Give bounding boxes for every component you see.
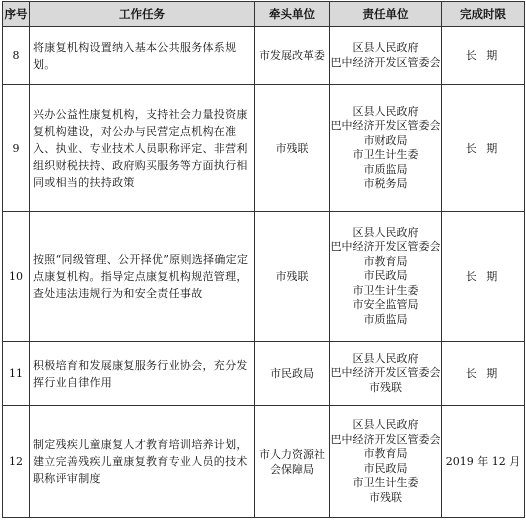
- row-task: 按照“同级管理、公开择优”原则选择确定定点康复机构。指导定点康复机构规范管理，查处违法违规行为和安全责任事故: [30, 212, 255, 342]
- resp-unit: 市教育局: [363, 254, 408, 268]
- resp-unit: 市税务局: [363, 177, 408, 190]
- table-row: [3, 212, 525, 342]
- row-lead: 市人力资源社会保障局: [255, 406, 330, 518]
- header-resp: 责任单位: [330, 2, 442, 27]
- header-row: [3, 2, 525, 27]
- row-task: 制定残疾儿童康复人才教育培训培养计划，建立完善残疾儿童康复教育专业人员的技术职称评审制度: [30, 406, 255, 518]
- resp-unit: 市安全监管局: [352, 298, 419, 312]
- row-lead: 市民政局: [255, 342, 330, 406]
- resp-unit: 区县人民政府: [352, 418, 419, 431]
- table-row: [3, 85, 525, 212]
- row-resp: [330, 406, 442, 518]
- row-resp: [330, 85, 442, 212]
- row-deadline: 长 期: [442, 85, 525, 212]
- row-resp: [330, 212, 442, 342]
- header-task: 工作任务: [30, 2, 255, 27]
- resp-unit: 市卫生计生委: [352, 283, 419, 297]
- resp-unit: 市财政局: [363, 133, 408, 147]
- resp-unit: 市卫生计生委: [352, 148, 419, 161]
- row-task: 兴办公益性康复机构，支持社会力量投资康复机构建设，对公办与民营定点机构在准入、执业、专业技术人员职称评定、非营利组织财税扶持、政府购买服务等方面执行相同或相当的扶持政策: [30, 85, 255, 212]
- resp-unit: 区县人民政府: [352, 41, 419, 54]
- row-deadline: 长 期: [442, 212, 525, 342]
- resp-unit: 巴中经济开发区管委会: [330, 366, 441, 380]
- row-lead: 市残联: [255, 85, 330, 212]
- resp-unit: 市质监局: [363, 162, 408, 176]
- resp-unit: 市残联: [369, 490, 402, 504]
- resp-unit: 区县人民政府: [352, 225, 419, 239]
- table-row: [3, 27, 525, 85]
- task-table: [2, 1, 525, 518]
- header-no: 序号: [3, 2, 30, 27]
- row-no: 10: [3, 212, 30, 342]
- resp-unit: 巴中经济开发区管委会: [330, 119, 441, 132]
- resp-unit: 市教育局: [363, 447, 408, 460]
- row-no: 11: [3, 342, 30, 406]
- row-no: 8: [3, 27, 30, 85]
- resp-unit: 市卫生计生委: [352, 476, 419, 489]
- resp-unit: 巴中经济开发区管委会: [330, 432, 441, 446]
- row-no: 9: [3, 85, 30, 212]
- row-deadline: 长 期: [442, 342, 525, 406]
- row-task: 积极培育和发展康复服务行业协会，充分发挥行业自律作用: [30, 342, 255, 406]
- header-lead: 牵头单位: [255, 2, 330, 27]
- row-lead: 市残联: [255, 212, 330, 342]
- table-row: [3, 406, 525, 518]
- resp-unit: 区县人民政府: [352, 351, 419, 365]
- resp-unit: 市质监局: [363, 312, 408, 326]
- row-deadline: 2019 年 12 月: [442, 406, 525, 518]
- resp-unit: 区县人民政府: [352, 104, 419, 118]
- row-no: 12: [3, 406, 30, 518]
- resp-unit: 市民政局: [363, 461, 408, 475]
- row-task: 将康复机构设置纳入基本公共服务体系规划。: [30, 27, 255, 85]
- resp-unit: 巴中经济开发区管委会: [330, 240, 441, 254]
- resp-unit: 巴中经济开发区管委会: [330, 55, 441, 69]
- row-lead: 市发展改革委: [255, 27, 330, 85]
- resp-unit: 市残联: [369, 380, 402, 394]
- table-row: [3, 342, 525, 406]
- resp-unit: 市民政局: [363, 269, 408, 283]
- header-deadline: 完成时限: [442, 2, 525, 27]
- row-deadline: 长 期: [442, 27, 525, 85]
- row-resp: [330, 342, 442, 406]
- row-resp: [330, 27, 442, 85]
